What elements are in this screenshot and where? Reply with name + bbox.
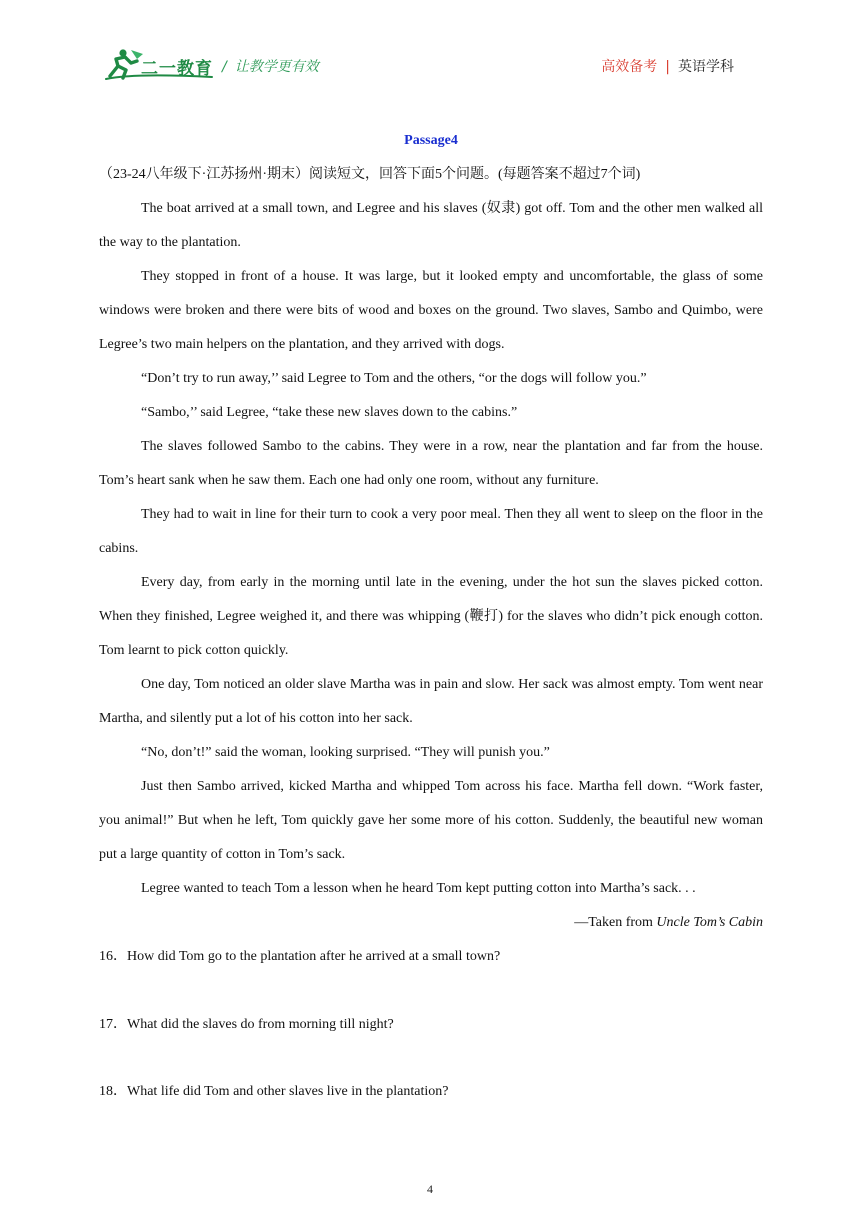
paragraph: “Sambo,’’ said Legree, “take these new slaves down to the cabins.” bbox=[141, 405, 518, 420]
source-credit bbox=[99, 906, 763, 940]
paragraph: The slaves followed Sambo to the cabins. They were in a row, near the plantation and far from the house. Tom’s heart sank when he saw them. Each one had only one room, without any furniture. bbox=[99, 439, 763, 488]
paragraph: Just then Sambo arrived, kicked Martha and whipped Tom across his face. Martha fell down. “Work faster, you animal!” But when he left, Tom quickly gave her some more of his cotton. Suddenly, the beautiful new woman put a large quantity of cotton in Tom’s sack. bbox=[99, 779, 763, 862]
page-header bbox=[0, 0, 860, 100]
slash-divider: / bbox=[222, 59, 227, 75]
source-prefix: —Taken from bbox=[574, 915, 657, 930]
paragraph: Legree wanted to teach Tom a lesson when he heard Tom kept putting cotton into Martha’s sack. . . bbox=[141, 881, 696, 896]
paragraph: Every day, from early in the morning until late in the evening, under the hot sun the slaves picked cotton. When they finished, Legree weighed it, and there was whipping (鞭打) for the slaves who didn’t pick enough cotton. Tom learnt to pick cotton quickly. bbox=[99, 575, 763, 658]
passage-title: Passage4 bbox=[404, 133, 458, 148]
paragraph: They had to wait in line for their turn to cook a very poor meal. Then they all went to sleep on the floor in the cabins. bbox=[99, 507, 763, 556]
paragraph: “Don’t try to run away,’’ said Legree to Tom and the others, “or the dogs will follow you.” bbox=[141, 371, 647, 386]
tag-separator: | bbox=[665, 59, 670, 75]
question-16: 16．How did Tom go to the plantation after he arrived at a small town? bbox=[99, 949, 501, 964]
passage-instruction: （23-24八年级下·江苏扬州·期末）阅读短文，回答下面5个问题。(每题答案不超过7个词) bbox=[99, 167, 641, 182]
question-18: 18．What life did Tom and other slaves live in the plantation? bbox=[99, 1084, 449, 1099]
header-tags bbox=[601, 56, 734, 76]
question-17: 17．What did the slaves do from morning till night? bbox=[99, 1016, 394, 1032]
page-number: 4 bbox=[427, 1182, 433, 1196]
source-title: Uncle Tom’s Cabin bbox=[656, 915, 763, 930]
paragraph: They stopped in front of a house. It was large, but it looked empty and uncomfortable, the glass of some windows were broken and there were bits of wood and boxes on the ground. Two slaves, Sambo and Quimbo, were Legree’s two main helpers on the plantation, and they arrived with dogs. bbox=[99, 269, 763, 352]
paragraph: “No, don’t!” said the woman, looking surprised. “They will punish you.” bbox=[141, 745, 550, 760]
logo-text: 二一教育 bbox=[141, 59, 213, 79]
slogan-text: 让教学更有效 bbox=[234, 59, 319, 75]
exam-tag: 高效备考 bbox=[601, 59, 658, 75]
document-body bbox=[99, 124, 763, 1143]
slogan bbox=[222, 56, 319, 76]
paragraph: The boat arrived at a small town, and Legree and his slaves (奴隶) got off. Tom and the other men walked all the way to the plantation. bbox=[99, 201, 763, 250]
paragraph: One day, Tom noticed an older slave Martha was in pain and slow. Her sack was almost empty. Tom went near Martha, and silently put a lot of his cotton into her sack. bbox=[99, 677, 763, 726]
subject-tag: 英语学科 bbox=[678, 59, 734, 75]
